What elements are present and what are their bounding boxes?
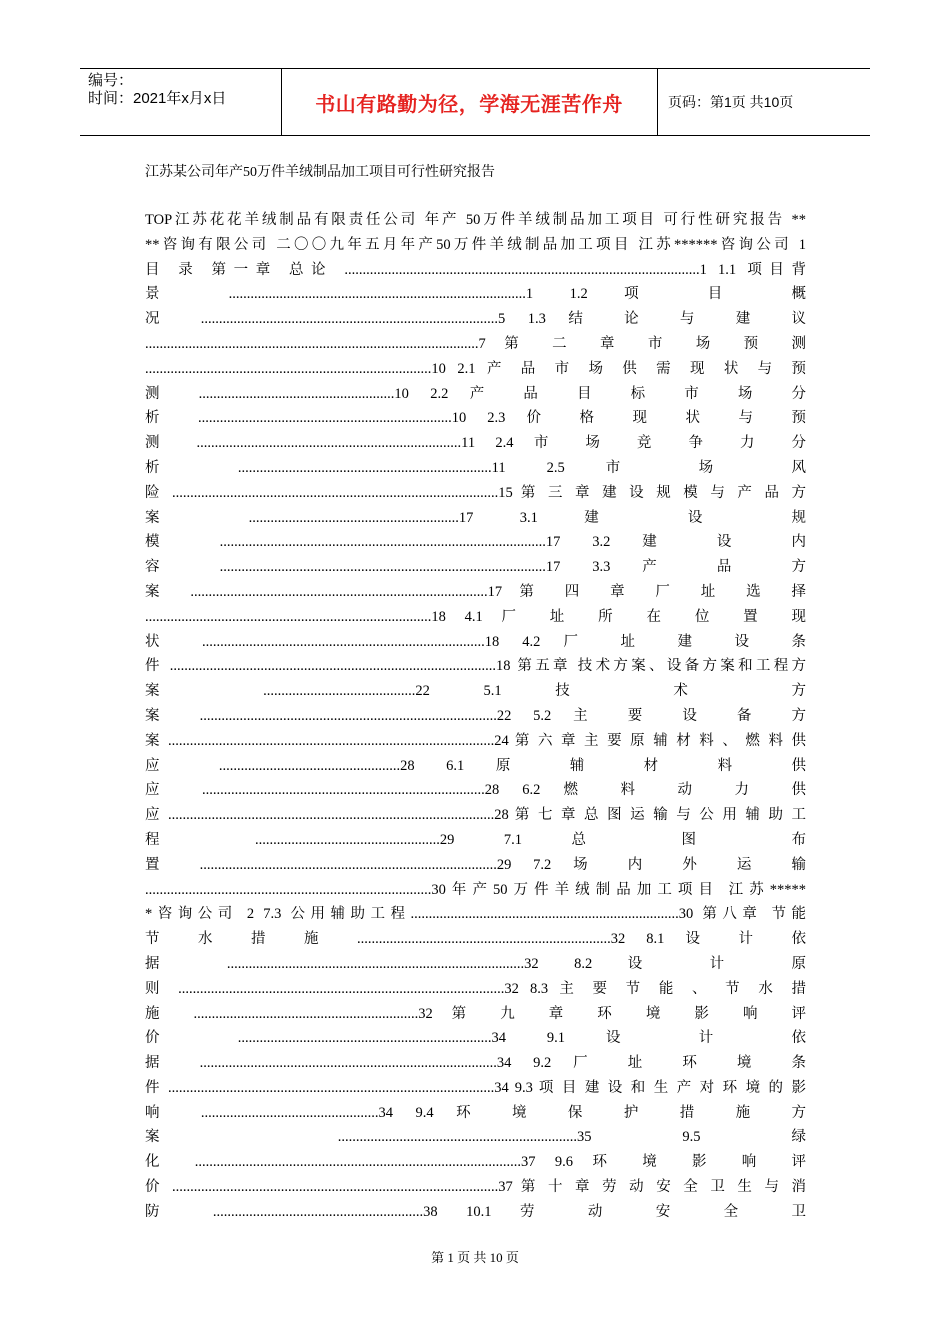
body-text-line: 应 ..............................................................................28 6.2 燃 料 动 力 供: [145, 782, 806, 799]
body-text-line: 况 ..................................................................................5 1.3 结 论 与 建 议: [145, 311, 806, 328]
body-text-line: 施 ..............................................................32 第 九 章 环 境 影 响 评: [145, 1005, 806, 1022]
body-text-line: **咨询有限公司 二〇〇九年五月年产50万件羊绒制品加工项目 江苏******咨询公司 1: [145, 236, 806, 253]
body-text-line: 节 水 措 施 ......................................................................32 8.1 设 计 依: [145, 931, 806, 948]
body-text-line: 价 ......................................................................34 9.1 设 计 依: [145, 1030, 806, 1047]
body-text-line: 案 ..........................................................17 3.1 建 设 规: [145, 509, 806, 526]
body-text-line: ...............................................................................30年产50万件羊绒制品加工项目 江苏*****: [145, 881, 806, 898]
body-text-line: 析 ......................................................................10 2.3 价 格 现 状 与 预: [145, 410, 806, 427]
body-text-line: 化 ..........................................................................................37 9.6 环 境 影 响 评: [145, 1154, 806, 1171]
body-text-line: 则 ..........................................................................................32 8.3 主 要 节 能 、 节 水 措: [145, 980, 806, 997]
body-text-line: 模 ..........................................................................................17 3.2 建 设 内: [145, 534, 806, 551]
header-motto: 书山有路勤为径，学海无涯苦作舟: [315, 91, 623, 116]
body-text-line: 据 ..................................................................................34 9.2 厂 址 环 境 条: [145, 1055, 806, 1072]
body-text-line: 应 ..................................................28 6.1 原 辅 材 料 供: [145, 757, 806, 774]
body-text-line: 案 ..................................................................35 9.5 绿: [145, 1129, 806, 1146]
body-text-line: 险 ..........................................................................................15 第 三 章 建 设 规 模 与 产 品 方: [145, 484, 806, 501]
body-text-line: 容 ..........................................................................................17 3.3 产 品 方: [145, 559, 806, 576]
body-text-line: ...............................................................................18 4.1 厂 址 所 在 位 置 现: [145, 608, 806, 625]
body-text-line: ............................................................................................7 第 二 章 市 场 预 测: [145, 335, 806, 352]
body-text-line: 景 ..................................................................................1 1.2 项 目 概: [145, 286, 806, 303]
body-text-line: 防 ..........................................................38 10.1 劳 动 安 全 卫: [145, 1203, 806, 1220]
document-body: [145, 208, 806, 1225]
document-title: 江苏某公司年产50万件羊绒制品加工项目可行性研究报告: [145, 165, 495, 180]
body-text-line: 目 录 第一章 总论 ..................................................................................................1 1.1 项目背: [145, 261, 806, 278]
body-text-line: 应 ..........................................................................................28 第 七 章 总 图 运 输 与 公 用 辅 助 工: [145, 807, 806, 824]
body-text-line: 案 ..........................................22 5.1 技 术 方: [145, 683, 806, 700]
header-page-info: 页码：第1页 共10页: [668, 94, 794, 110]
body-text-line: ...............................................................................10 2.1 产 品 市 场 供 需 现 状 与 预: [145, 360, 806, 377]
body-text-line: *咨询公司 2 7.3 公用辅助工程..........................................................................30 第八章 节能: [145, 906, 806, 923]
document-time-label: 时间：2021年x月x日: [88, 90, 227, 107]
header-meta: [88, 72, 226, 108]
body-text-line: TOP江苏花花羊绒制品有限责任公司 年产 50万件羊绒制品加工项目 可行性研究报告 **: [145, 212, 806, 228]
body-text-line: 测 ......................................................10 2.2 产 品 目 标 市 场 分: [145, 385, 806, 402]
page-header: [80, 68, 870, 136]
header-divider-right: [657, 68, 658, 136]
body-text-line: 响 .................................................34 9.4 环 境 保 护 措 施 方: [145, 1104, 806, 1121]
body-text-line: 价 ..........................................................................................37 第 十 章 劳 动 安 全 卫 生 与 消: [145, 1179, 806, 1196]
body-text-line: 案 ..................................................................................22 5.2 主 要 设 备 方: [145, 707, 806, 724]
body-text-line: 状 ..............................................................................18 4.2 厂 址 建 设 条: [145, 633, 806, 650]
body-text-line: 置 ..................................................................................29 7.2 场 内 外 运 输: [145, 856, 806, 873]
body-text-line: 件 ..........................................................................................34 9.3 项 目 建 设 和 生 产 对 环 境 的 影: [145, 1079, 806, 1096]
body-text-line: 程 ...................................................29 7.1 总 图 布: [145, 831, 806, 848]
body-text-line: 据 ..................................................................................32 8.2 设 计 原: [145, 955, 806, 972]
page-footer: 第 1 页 共 10 页: [431, 1250, 519, 1265]
body-text-line: 件 ..........................................................................................18 第五章 技术方案、设备方案和工程方: [145, 658, 806, 675]
body-text-line: 案 ..................................................................................17 第 四 章 厂 址 选 择: [145, 583, 806, 600]
document-number-label: 编号：: [88, 72, 134, 89]
body-text-line: 测 .........................................................................11 2.4 市 场 竞 争 力 分: [145, 435, 806, 452]
body-text-line: 析 ......................................................................11 2.5 市 场 风: [145, 459, 806, 476]
body-text-line: 案 ..........................................................................................24 第 六 章 主 要 原 辅 材 料 、 燃 料 供: [145, 732, 806, 749]
